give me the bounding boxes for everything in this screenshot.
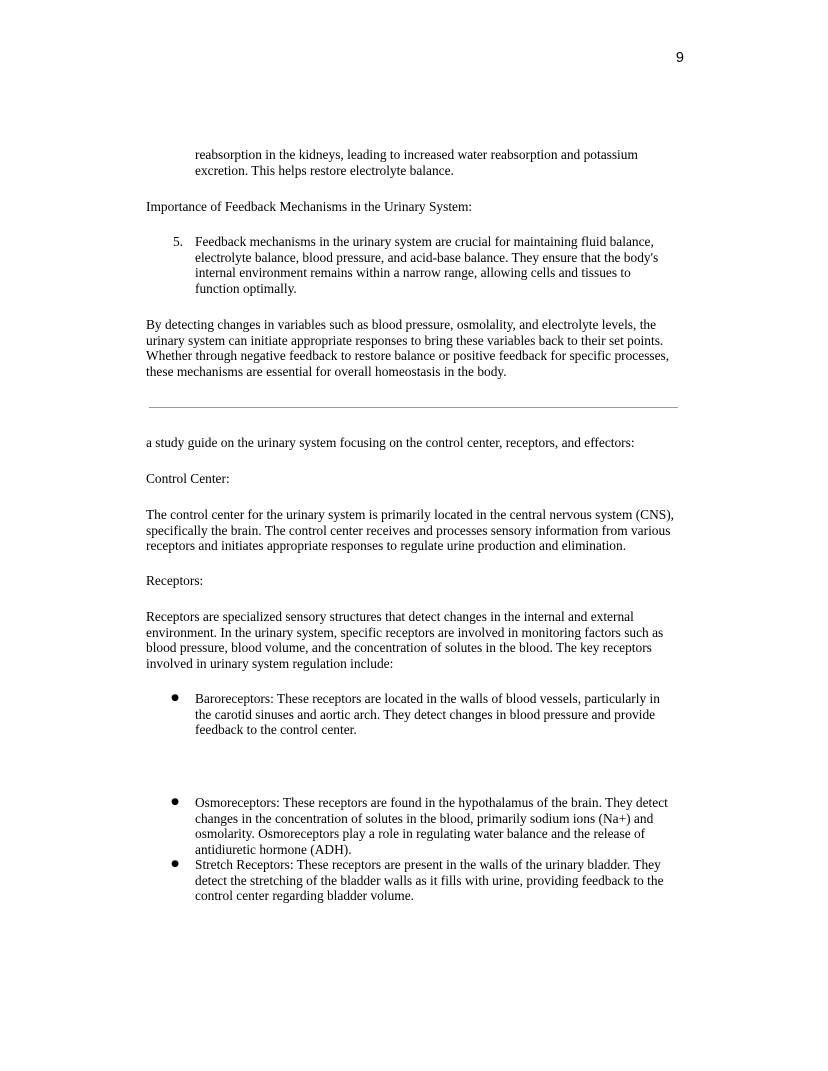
horizontal-divider <box>149 407 678 408</box>
study-guide-intro: a study guide on the urinary system focusing on the control center, receptors, and effectors: <box>146 435 635 450</box>
bullet-icon: ● <box>171 693 179 703</box>
list-item-text: Feedback mechanisms in the urinary system are crucial for maintaining fluid balance, electrolyte balance, blood pressure, and acid-base balance. They ensure that the body's internal environment remains within a narrow range, allowing cells and tissues to function optimally. <box>195 234 659 296</box>
page-number: 9 <box>675 50 684 66</box>
receptors-paragraph: Receptors are specialized sensory structures that detect changes in the internal and external environment. In the urinary system, specific receptors are involved in monitoring factors such as blood pressure, blood volume, and the concentration of solutes in the blood. The key receptors involved in urinary system regulation include: <box>146 609 664 671</box>
summary-paragraph: By detecting changes in variables such as blood pressure, osmolality, and electrolyte levels, the urinary system can initiate appropriate responses to bring these variables back to their set points. Whether through negative feedback to restore balance or positive feedback for specific processes, these mechanisms are essential for overall homeostasis in the body. <box>146 317 670 379</box>
control-center-heading: Control Center: <box>146 471 230 486</box>
receptors-heading: Receptors: <box>146 573 204 588</box>
bullet-icon: ● <box>171 859 179 869</box>
control-center-paragraph: The control center for the urinary system is primarily located in the central nervous system (CNS), specifically the brain. The control center receives and processes sensory information from various receptors and initiates appropriate responses to regulate urine production and elimination. <box>146 507 675 554</box>
bullet-item-text: Baroreceptors: These receptors are located in the walls of blood vessels, particularly in the carotid sinuses and aortic arch. They detect changes in blood pressure and provide feedback to the control center. <box>195 691 660 738</box>
bullet-icon: ● <box>171 797 179 807</box>
bullet-item-text: Stretch Receptors: These receptors are present in the walls of the urinary bladder. They detect the stretching of the bladder walls as it fills with urine, providing feedback to the control center regarding bladder volume. <box>195 857 664 904</box>
importance-heading: Importance of Feedback Mechanisms in the Urinary System: <box>146 199 473 214</box>
continuation-paragraph: reabsorption in the kidneys, leading to increased water reabsorption and potassium excretion. This helps restore electrolyte balance. <box>195 147 638 178</box>
list-number: 5. <box>172 234 183 249</box>
bullet-item-text: Osmoreceptors: These receptors are found in the hypothalamus of the brain. They detect changes in the concentration of solutes in the blood, primarily sodium ions (Na+) and osmolarity. Osmoreceptors play a role in regulating water balance and the release of antidiuretic hormone (ADH). <box>195 795 668 857</box>
